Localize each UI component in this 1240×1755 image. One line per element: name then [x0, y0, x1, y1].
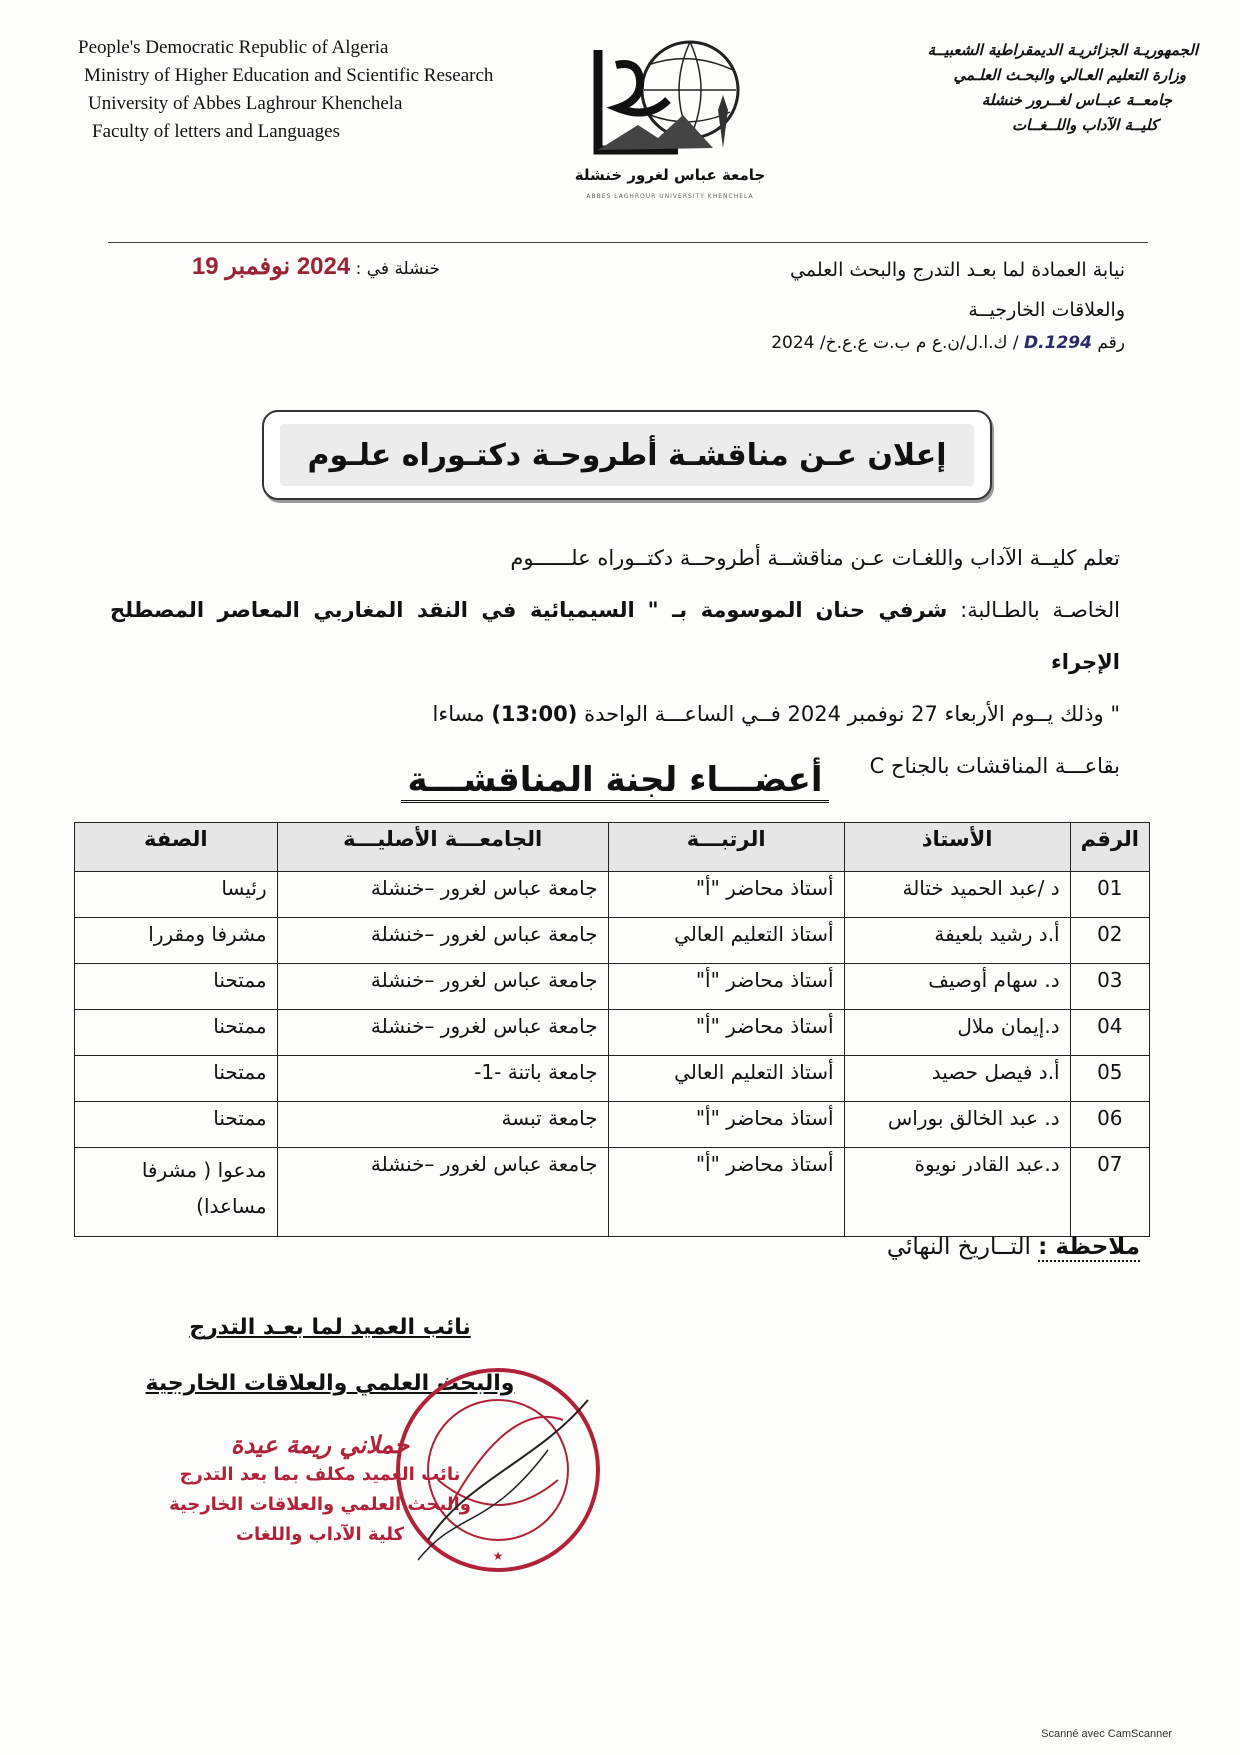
- table-row: [75, 872, 1150, 918]
- body-line: تعلم كليــة الآداب واللغـات عـن مناقشــة أطروحــة دكتــوراه علــــــوم: [510, 546, 1120, 570]
- header-en-line: People's Democratic Republic of Algeria: [78, 37, 389, 58]
- header-english: [78, 34, 493, 146]
- committee-table: [74, 822, 1150, 1237]
- body-text: الخاصـة بالطـالبة:: [960, 598, 1120, 622]
- row-rank: أستاذ محاضر "أ": [608, 1148, 844, 1237]
- ref-rest: / ك.ا.ل/ن.ع م ب.ت ع.ع.خ/ 2024: [771, 333, 1019, 353]
- header-ar-line: كليــة الآداب واللــغــات: [1011, 116, 1158, 134]
- scanner-watermark: Scanné avec CamScanner: [1041, 1728, 1172, 1740]
- header-en-line: University of Abbes Laghrour Khenchela: [88, 93, 403, 114]
- col-univ-header: الجامعـــة الأصليـــة: [277, 823, 608, 872]
- announcement-title-box: [262, 410, 992, 500]
- row-univ: جامعة عباس لغرور –خنشلة: [277, 1010, 608, 1056]
- row-rank: أستاذ محاضر "أ": [608, 1010, 844, 1056]
- committee-title-text: أعضـــاء لجنة المناقشـــة: [401, 760, 828, 803]
- committee-title: [390, 760, 840, 800]
- note-label: ملاحظة :: [1038, 1234, 1140, 1260]
- row-num: 04: [1070, 1010, 1149, 1056]
- row-rank: أستاذ التعليم العالي: [608, 918, 844, 964]
- reference-number: [565, 333, 1125, 353]
- row-rank: أستاذ التعليم العالي: [608, 1056, 844, 1102]
- row-role: ممتحنا: [75, 1056, 278, 1102]
- row-univ: جامعة تبسة: [277, 1102, 608, 1148]
- note-text: التــاريخ النهائي: [886, 1234, 1031, 1260]
- row-name: د. سهام أوصيف: [844, 964, 1070, 1010]
- place-label: خنشلة في :: [355, 259, 440, 279]
- body-line: [110, 688, 1120, 740]
- official-seal-icon: [388, 1360, 608, 1580]
- row-univ: جامعة عباس لغرور –خنشلة: [277, 1148, 608, 1237]
- row-role: مدعوا ( مشرفا مساعدا): [75, 1148, 278, 1237]
- row-univ: جامعة عباس لغرور –خنشلة: [277, 872, 608, 918]
- thesis-title: السيميائية في النقد المغاربي المعاصر المصطلح الإجراء: [110, 598, 1120, 674]
- ref-prefix: رقم: [1097, 333, 1125, 353]
- table-row: [75, 1148, 1150, 1237]
- header-ar-line: الجمهوريـة الجزائريـة الديمقراطية الشعبيــة: [927, 41, 1198, 59]
- row-univ: جامعة عباس لغرور –خنشلة: [277, 964, 608, 1010]
- date-stamp: 2024 نوفمبر 19: [191, 253, 351, 280]
- table-row: [75, 918, 1150, 964]
- logo-caption: جامعة عباس لغرور خنشلة: [574, 166, 766, 184]
- table-row: [75, 1010, 1150, 1056]
- department-block: [725, 250, 1125, 330]
- col-rank-header: الرتبـــة: [608, 823, 844, 872]
- col-num-header: الرقم: [1070, 823, 1149, 872]
- row-role: مشرفا ومقررا: [75, 918, 278, 964]
- signature-line: نائب العميد لما بعـد التدرج: [189, 1315, 471, 1340]
- header-en-line: Ministry of Higher Education and Scientific Research: [84, 65, 494, 86]
- row-univ: جامعة عباس لغرور –خنشلة: [277, 918, 608, 964]
- row-name: د /عبد الحميد ختالة: [844, 872, 1070, 918]
- row-rank: أستاذ محاضر "أ": [608, 964, 844, 1010]
- signatory-line: والبحث العلمي والعلاقات الخارجية: [169, 1494, 471, 1515]
- signatory-line: كلية الآداب واللغات: [235, 1524, 405, 1545]
- header-en-line: Faculty of letters and Languages: [92, 121, 340, 142]
- header-ar-line: وزارة التعليم العـالي والبحـث العلـمي: [953, 66, 1186, 84]
- body-line: [110, 584, 1120, 688]
- col-name-header: الأستاذ: [844, 823, 1070, 872]
- row-num: 07: [1070, 1148, 1149, 1237]
- header-divider: [108, 242, 1148, 243]
- col-role-header: الصفة: [75, 823, 278, 872]
- table-row: [75, 1056, 1150, 1102]
- row-rank: أستاذ محاضر "أ": [608, 1102, 844, 1148]
- student-name: شرفي حنان: [815, 598, 948, 622]
- department-line: نيابة العمادة لما بعـد التدرج والبحث العلمي: [790, 259, 1125, 281]
- signatory-name: حملاني ريمة عيدة: [230, 1431, 410, 1459]
- row-name: د.إيمان ملال: [844, 1010, 1070, 1056]
- row-name: د. عبد الخالق بوراس: [844, 1102, 1070, 1148]
- row-name: د.عبد القادر نويوة: [844, 1148, 1070, 1237]
- row-role: ممتحنا: [75, 1102, 278, 1148]
- body-line: بقاعـــة المناقشات بالجناح C: [869, 754, 1120, 778]
- place-date: [120, 252, 440, 281]
- row-num: 05: [1070, 1056, 1149, 1102]
- body-text: " وذلك يــوم الأربعاء 27 نوفمبر 2024 فــي الساعـــة الواحدة: [584, 702, 1120, 726]
- body-text: الموسومة بـ ": [647, 598, 803, 622]
- table-row: [75, 1102, 1150, 1148]
- ref-number: D.1294: [1024, 333, 1092, 353]
- row-role: رئيسا: [75, 872, 278, 918]
- row-num: 06: [1070, 1102, 1149, 1148]
- note: [887, 1234, 1140, 1260]
- header-ar-line: جامعــة عبــاس لغــرور خنشلة: [981, 91, 1172, 109]
- announcement-body: [110, 532, 1120, 792]
- row-univ: جامعة باتنة -1-: [277, 1056, 608, 1102]
- table-row: [75, 964, 1150, 1010]
- row-num: 03: [1070, 964, 1149, 1010]
- defense-time: (13:00): [491, 702, 578, 726]
- row-num: 01: [1070, 872, 1149, 918]
- row-name: أ.د فيصل حصيد: [844, 1056, 1070, 1102]
- svg-text:★: ★: [492, 1549, 504, 1563]
- header-arabic: [838, 38, 1198, 138]
- signature-line: والبحث العلمي والعلاقات الخارجية: [145, 1371, 515, 1396]
- logo-subcaption: ABBES LAGHROUR UNIVERSITY KHENCHELA: [586, 193, 754, 200]
- table-header-row: [75, 823, 1150, 872]
- announcement-title: إعلان عـن مناقشـة أطروحـة دكتـوراه علـوم: [280, 424, 974, 486]
- department-line: والعلاقات الخارجيــة: [968, 299, 1125, 321]
- row-role: ممتحنا: [75, 964, 278, 1010]
- signatory-line: نائب العميد مكلف بما بعد التدرج: [179, 1464, 461, 1485]
- row-rank: أستاذ محاضر "أ": [608, 872, 844, 918]
- row-num: 02: [1070, 918, 1149, 964]
- row-role: ممتحنا: [75, 1010, 278, 1056]
- body-text: مساءا: [432, 702, 485, 726]
- row-name: أ.د رشيد بلعيفة: [844, 918, 1070, 964]
